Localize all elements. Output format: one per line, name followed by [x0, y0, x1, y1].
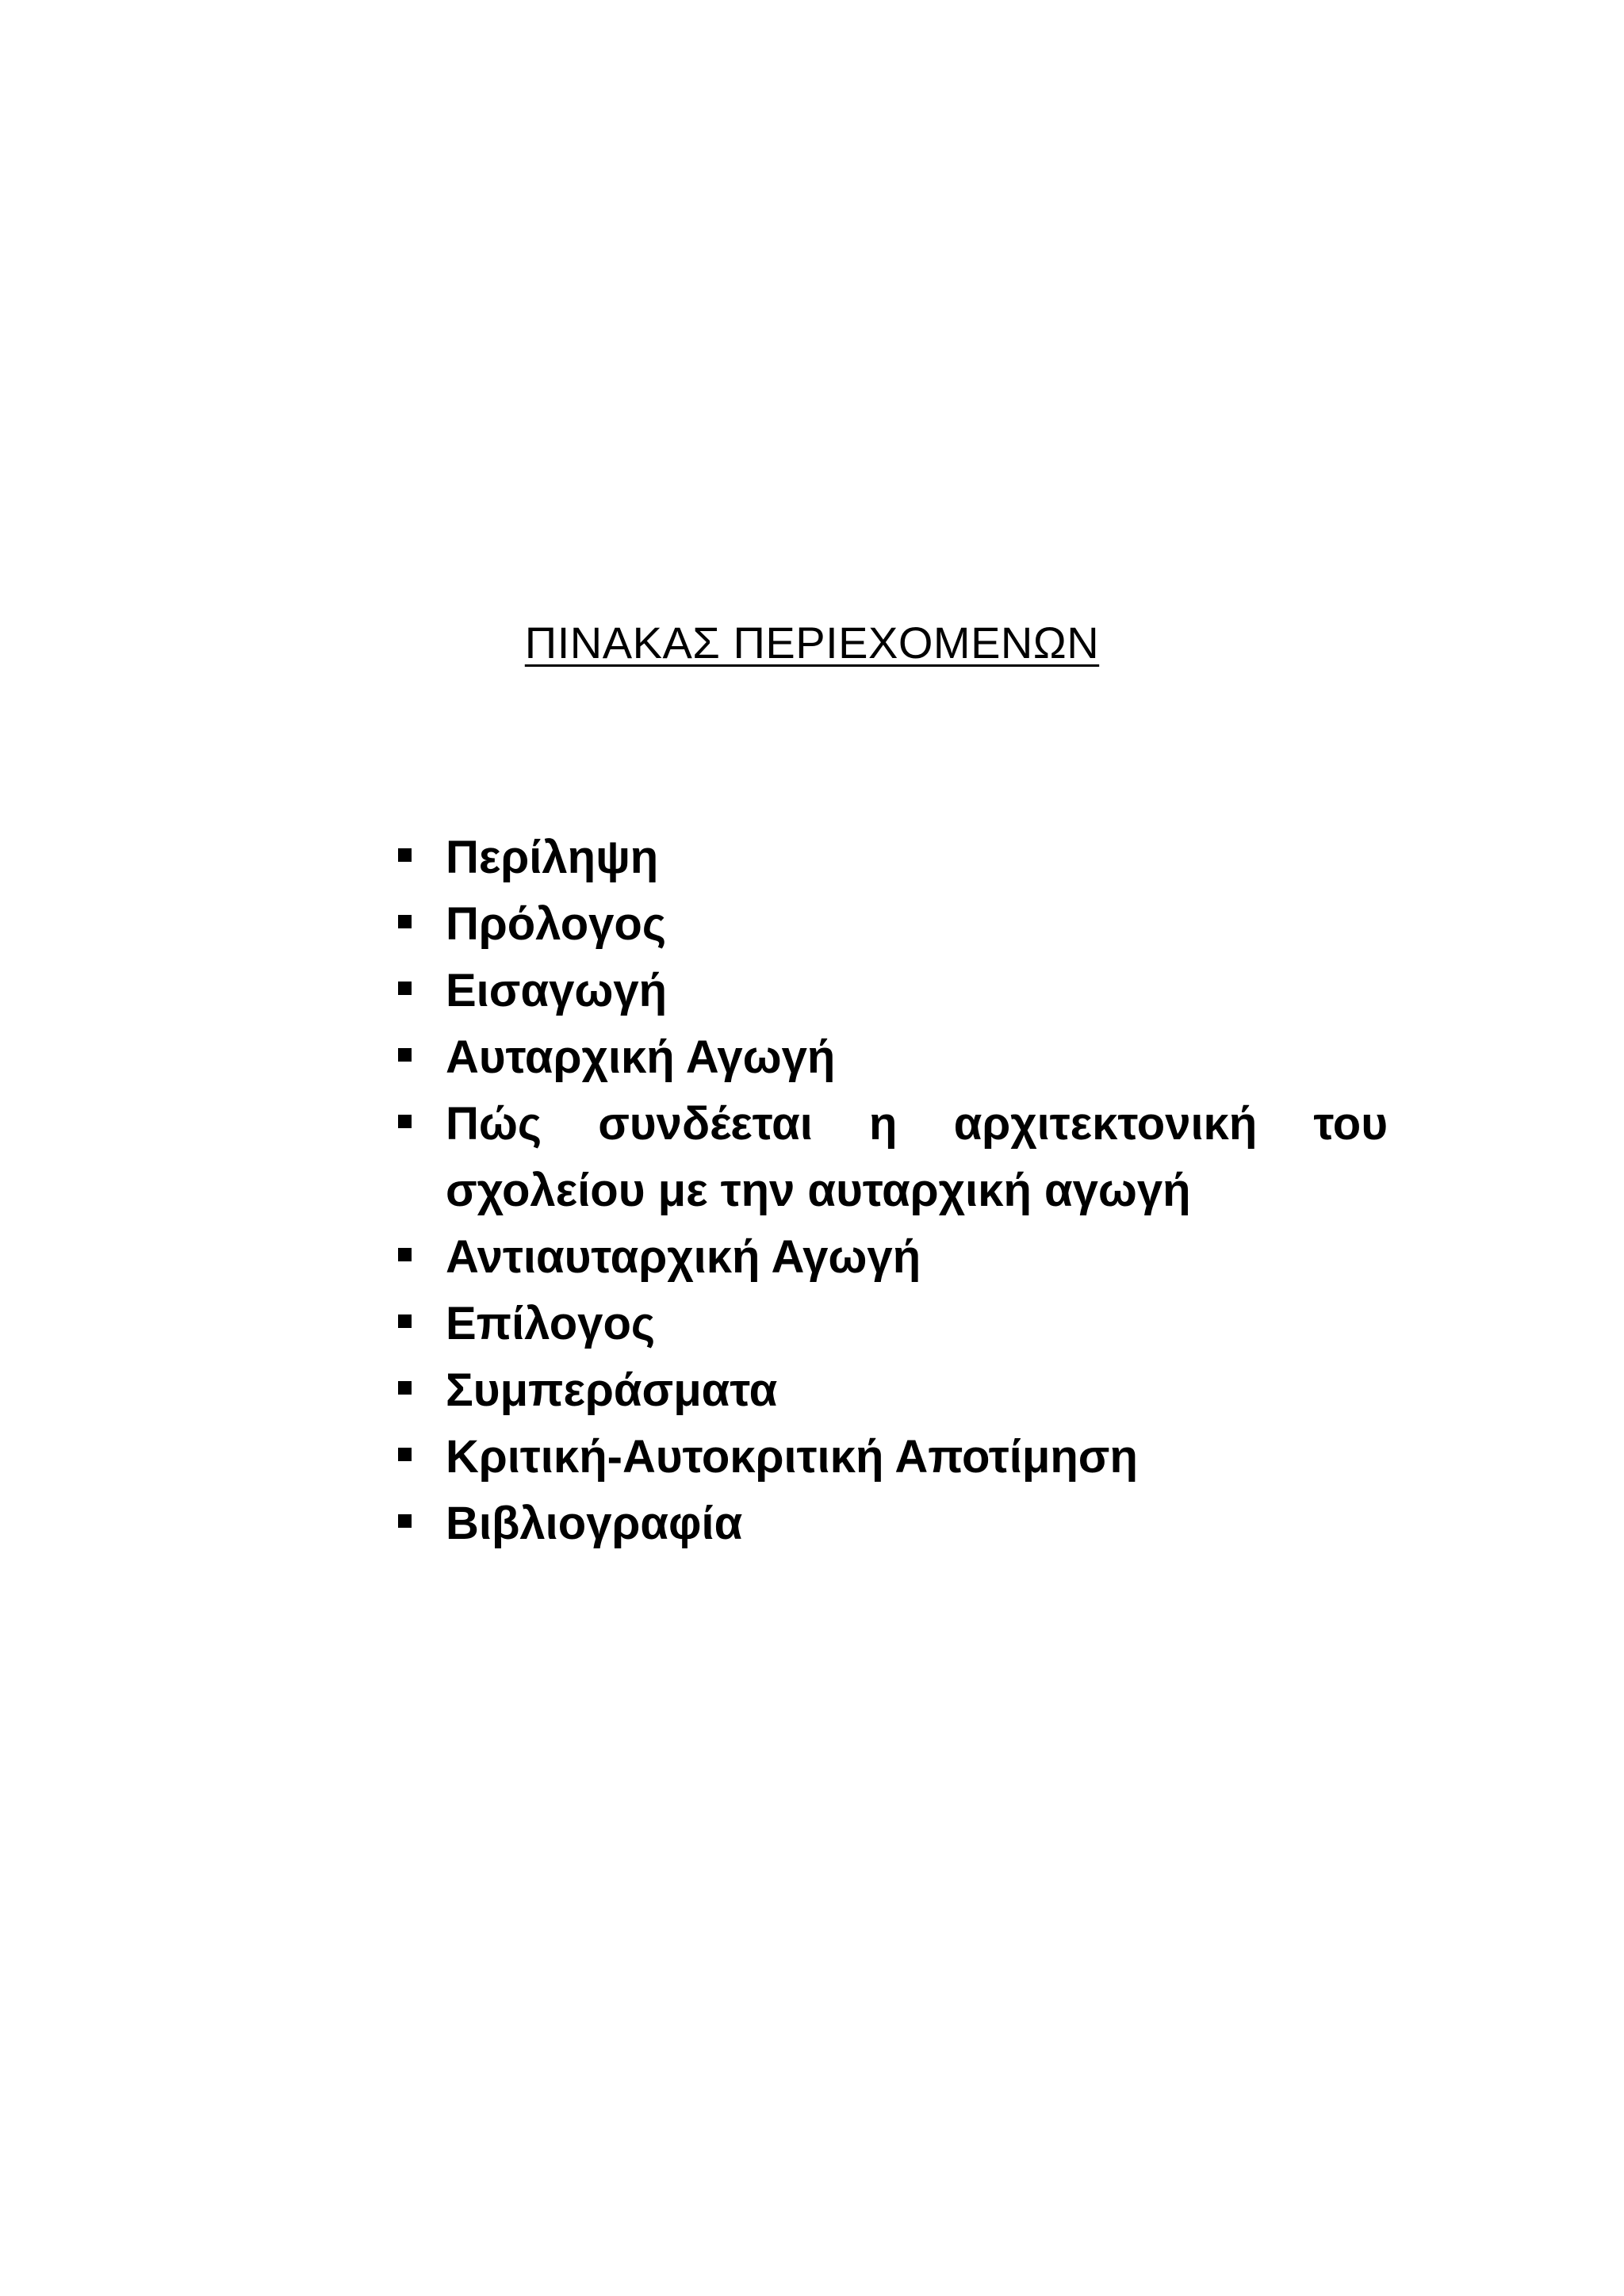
square-bullet-icon: [398, 1115, 412, 1128]
toc-list: [396, 825, 1388, 1557]
toc-item: [396, 1291, 1388, 1357]
square-bullet-icon: [398, 915, 412, 928]
toc-item-label: Πρόλογος: [446, 898, 667, 950]
square-bullet-icon: [398, 1314, 412, 1328]
square-bullet-icon: [398, 1048, 412, 1062]
square-bullet-icon: [398, 848, 412, 862]
square-bullet-icon: [398, 1514, 412, 1528]
square-bullet-icon: [398, 982, 412, 995]
toc-item-label: Πώς συνδέεται η αρχιτεκτονική του σχολείου με την αυταρχική αγωγή: [446, 1098, 1388, 1216]
toc-item: [396, 1490, 1388, 1557]
toc-item-label: Περίληψη: [446, 832, 659, 883]
square-bullet-icon: [398, 1381, 412, 1395]
toc-item: [396, 891, 1388, 958]
toc-item: [396, 1424, 1388, 1490]
toc-item: [396, 825, 1388, 891]
toc-item-label: Αντιαυταρχική Αγωγή: [446, 1231, 921, 1283]
toc-item: [396, 1224, 1388, 1291]
square-bullet-icon: [398, 1448, 412, 1461]
toc-item-label: Βιβλιογραφία: [446, 1498, 743, 1549]
page-title: [0, 617, 1624, 668]
toc-item: [396, 1091, 1388, 1224]
toc-item-label: Κριτική-Αυτοκριτική Αποτίμηση: [446, 1431, 1138, 1483]
toc-item: [396, 1357, 1388, 1424]
toc-item-label: Συμπεράσματα: [446, 1364, 778, 1416]
square-bullet-icon: [398, 1248, 412, 1261]
toc-item-label: Αυταρχική Αγωγή: [446, 1031, 836, 1083]
toc-item-label: Εισαγωγή: [446, 965, 668, 1016]
toc-item: [396, 958, 1388, 1024]
page-title-text: ΠΙΝΑΚΑΣ ΠΕΡΙΕΧΟΜΕΝΩΝ: [524, 618, 1100, 668]
toc-item: [396, 1024, 1388, 1091]
toc-item-label: Επίλογος: [446, 1298, 656, 1349]
